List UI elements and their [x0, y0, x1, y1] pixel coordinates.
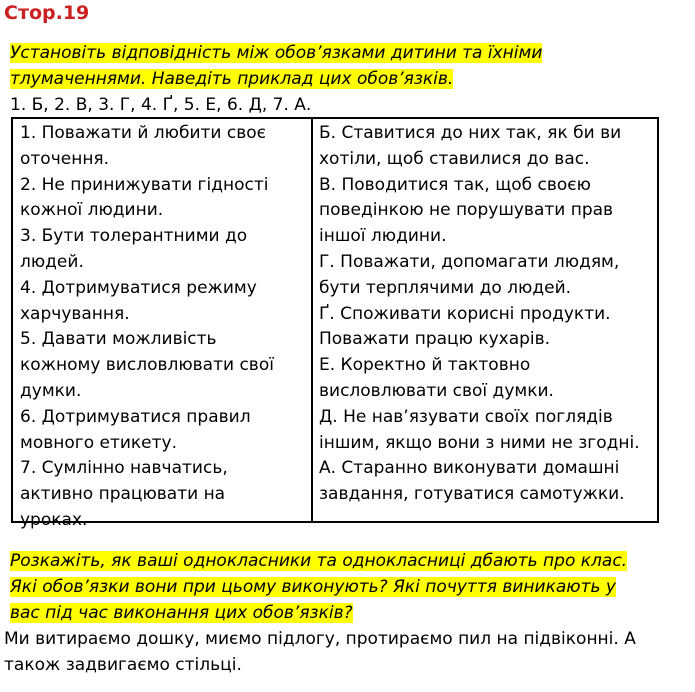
- duties-column: [13, 119, 313, 530]
- explanation-line: хотіли, щоб ставилися до вас.: [319, 148, 590, 169]
- matching-table: [11, 117, 659, 530]
- task-line: [10, 40, 690, 66]
- highlighted-text: Розкажіть, як ваші однокласники та однокласниці дбають про клас.: [10, 551, 628, 571]
- task-line: [10, 548, 690, 574]
- explanation-line: Е. Коректно й тактовно: [319, 355, 531, 376]
- duty-line: оточення.: [20, 148, 110, 169]
- explanation-line: Поважати працю кухарів.: [319, 329, 551, 350]
- highlighted-text: Які обов’язки вони при цьому виконують? Які почуття виникають у: [10, 577, 616, 597]
- explanation-line: висловлювати свої думки.: [319, 380, 554, 401]
- duty-line: кожному висловлювати свої: [20, 355, 274, 376]
- explanation-line: Ґ. Споживати корисні продукти.: [319, 303, 611, 324]
- explanation-line: В. Поводитися так, щоб своєю: [319, 174, 591, 195]
- duty-line: уроках.: [20, 509, 88, 530]
- duty-line: 4. Дотримуватися режиму: [20, 277, 257, 298]
- page-title: Стор.19: [4, 2, 90, 24]
- duty-line: 3. Бути толерантними до: [20, 226, 248, 247]
- task-question-2: [10, 548, 690, 626]
- explanation-line: завдання, готуватися самотужки.: [319, 484, 625, 505]
- duty-line: активно працювати на: [20, 484, 226, 505]
- duty-line: харчування.: [20, 303, 130, 324]
- duty-line: мовного етикету.: [20, 432, 178, 453]
- duty-line: 5. Давати можливість: [20, 329, 217, 350]
- highlighted-text: Установіть відповідність між обов’язками дитини та їхніми: [10, 43, 543, 63]
- duty-line: 2. Не принижувати гідності: [20, 174, 269, 195]
- explanation-line: іншим, якщо вони з ними не згодні.: [319, 432, 640, 453]
- task-line: [10, 574, 690, 600]
- answer-text: Ми витираємо дошку, миємо підлогу, протираємо пил на підвіконні. А також задвигаємо стільці.: [4, 629, 636, 675]
- explanation-line: А. Старанно виконувати домашні: [319, 458, 620, 479]
- explanation-line: іншої людини.: [319, 226, 447, 247]
- explanation-line: Д. Не нав’язувати своїх поглядів: [319, 406, 613, 427]
- explanation-line: поведінкою не порушувати прав: [319, 200, 614, 221]
- explanation-line: Г. Поважати, допомагати людям,: [319, 251, 620, 272]
- task-line: [10, 600, 690, 626]
- task-line: [10, 66, 690, 92]
- explanation-line: Б. Ставитися до них так, як би ви: [319, 123, 622, 143]
- duty-line: людей.: [20, 251, 84, 272]
- task-question-1: [10, 40, 690, 92]
- answer-key: 1. Б, 2. В, 3. Г, 4. Ґ, 5. Е, 6. Д, 7. А.: [10, 95, 312, 115]
- highlighted-text: вас під час виконання цих обов’язків?: [10, 603, 353, 623]
- duty-line: 6. Дотримуватися правил: [20, 406, 251, 427]
- explanation-line: бути терплячими до людей.: [319, 277, 572, 298]
- duty-line: думки.: [20, 380, 82, 401]
- duty-line: кожної людини.: [20, 200, 164, 221]
- explanations-column: [313, 119, 657, 521]
- duty-line: 1. Поважати й любити своє: [20, 123, 266, 143]
- highlighted-text: тлумаченнями. Наведіть приклад цих обов’язків.: [10, 69, 454, 89]
- duty-line: 7. Сумлінно навчатись,: [20, 458, 228, 479]
